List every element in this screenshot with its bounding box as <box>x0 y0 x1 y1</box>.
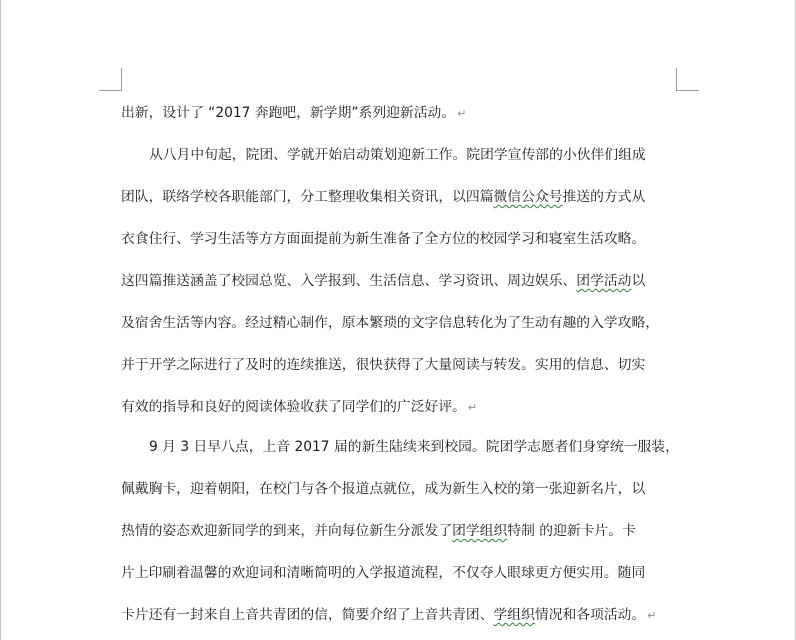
paragraph-mark-icon: ↵ <box>457 107 467 120</box>
text-run: 有效的指导和良好的阅读体验收获了同学们的广泛好评。 <box>121 399 466 415</box>
paragraph-line[interactable] <box>121 311 681 335</box>
margin-corner-mark-right <box>676 68 699 91</box>
text-run: 这四篇推送涵盖了校园总览、入学报到、生活信息、学习资讯、周边娱乐、 <box>121 273 577 289</box>
paragraph-mark-icon: ↵ <box>467 401 478 414</box>
text-run: 佩戴胸卡，迎着朝阳，在校门与各个报道点就位，成为新生入校的第一张迎新名片，以 <box>121 481 646 497</box>
text-run: 卡片还有一封来自上音共青团的信，简要介绍了上音共青团、 <box>121 607 494 623</box>
paragraph-line[interactable] <box>121 185 681 209</box>
paragraph-line[interactable] <box>121 353 681 377</box>
paragraph-line[interactable] <box>121 143 709 167</box>
text-run: 并于开学之际进行了及时的连续推送，很快获得了大量阅读与转发。实用的信息、切实 <box>121 357 646 373</box>
paragraph-line[interactable] <box>121 603 681 627</box>
paragraph-line[interactable] <box>121 519 681 543</box>
paragraph-line[interactable] <box>121 227 681 251</box>
text-run: 从八月中旬起，院团、学就开始启动策划迎新工作。院团学宣传部的小伙伴们组成 <box>149 147 646 163</box>
text-run: 片上印刷着温馨的欢迎词和清晰简明的入学报道流程，不仅夺人眼球更方便实用。随同 <box>121 565 646 581</box>
text-run: 推送的方式从 <box>562 189 646 205</box>
grammar-flagged-text[interactable]: 团学组织 <box>452 523 508 539</box>
paragraph-line[interactable] <box>121 561 681 585</box>
text-run: 出新，设计了 “2017 奔跑吧，新学期”系列迎新活动。 <box>121 105 456 121</box>
paragraph-mark-icon: ↵ <box>647 609 657 622</box>
text-run: 9 月 3 日早八点，上音 2017 届的新生陆续来到校园。院团学志愿者们身穿统一服装， <box>149 439 679 455</box>
grammar-flagged-text[interactable]: 微信公众号 <box>493 189 563 205</box>
paragraph-line[interactable] <box>121 269 681 293</box>
page-left-edge <box>0 0 1 640</box>
text-run: 及宿舍生活等内容。经过精心制作，原本繁琐的文字信息转化为了生动有趣的入学攻略， <box>121 315 660 331</box>
text-run: 情况和各项活动。 <box>534 607 646 623</box>
paragraph-line[interactable] <box>121 395 681 419</box>
text-run: 热情的姿态欢迎新同学的到来，并向每位新生分派发了 <box>121 523 453 539</box>
margin-corner-mark-left <box>99 68 122 91</box>
grammar-flagged-text[interactable]: 学组织 <box>493 607 535 623</box>
text-run: 特制 的迎新卡片。卡 <box>507 523 636 539</box>
paragraph-line[interactable] <box>121 435 709 459</box>
paragraph-line[interactable] <box>121 101 681 125</box>
text-run: 以 <box>631 273 646 289</box>
paragraph-line[interactable] <box>121 477 681 501</box>
grammar-flagged-text[interactable]: 团学活动 <box>576 273 632 289</box>
text-run: 团队，联络学校各职能部门，分工整理收集相关资讯，以四篇 <box>121 189 494 205</box>
text-run: 衣食住行、学习生活等方方面面提前为新生准备了全方位的校园学习和寝室生活攻略。 <box>121 231 646 247</box>
